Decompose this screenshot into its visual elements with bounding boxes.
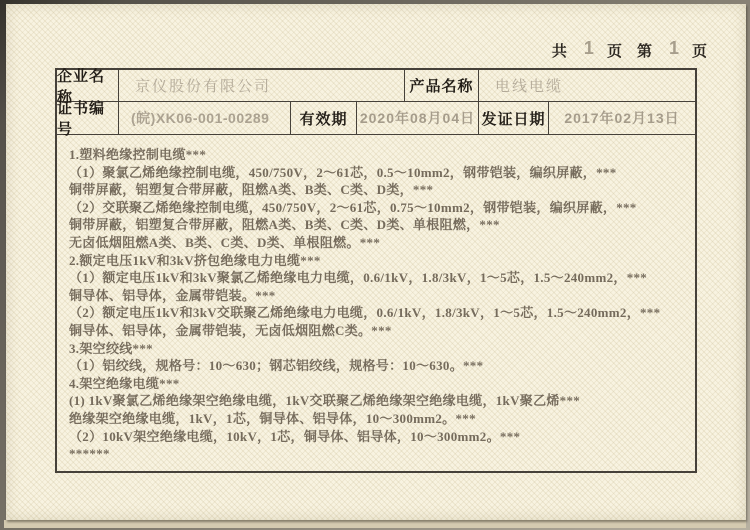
company-name-value: 京仪股份有限公司 xyxy=(119,70,405,101)
certificate-table xyxy=(55,68,697,473)
product-name-value: 电线电缆 xyxy=(495,79,564,95)
issue-date-label: 发证日期 xyxy=(479,102,549,134)
page-number-value: 1 xyxy=(668,38,680,58)
total-pages-value: 1 xyxy=(583,38,595,58)
product-scope-cell xyxy=(57,135,695,471)
scope-line: （1）铝绞线，规格号：10～630；钢芯铝绞线，规格号：10～630。*** xyxy=(69,358,484,374)
certificate-page xyxy=(6,4,746,520)
page-unit: 页 xyxy=(691,44,708,60)
scope-line: (1) 1kV聚氯乙烯绝缘架空绝缘电缆，1kV交联聚乙烯绝缘架空绝缘电缆，1kV聚乙烯*** xyxy=(69,393,581,409)
scope-line: （1）额定电压1kV和3kV聚氯乙烯绝缘电力电缆，0.6/1kV，1.8/3kV，1～5芯，1.5～240mm2，*** xyxy=(69,270,648,286)
scope-line: 绝缘架空绝缘电缆，1kV，1芯，铜导体、铝导体，10～300mm2。*** xyxy=(69,410,476,426)
scope-line: 铜导体、铝导体，金属带铠装，无卤低烟阻燃C类。*** xyxy=(69,322,392,338)
table-row xyxy=(57,68,695,106)
scope-line: 3.架空绞线*** xyxy=(69,340,153,356)
scope-line: 1.塑料绝缘控制电缆*** xyxy=(69,147,207,162)
scope-line: 铜带屏蔽，铝塑复合带屏蔽，阻燃A类、B类、C类、D类，*** xyxy=(69,182,434,198)
product-name-label: 产品名称 xyxy=(405,70,479,101)
company-name-label: 企业名称 xyxy=(57,70,119,101)
scope-line: （2）10kV架空绝缘电缆，10kV，1芯，铜导体、铝导体，10～300mm2。*** xyxy=(69,428,521,444)
valid-until-value: 2020年08月04日 xyxy=(357,102,479,134)
issue-date-value: 2017年02月13日 xyxy=(564,110,680,126)
scope-line: 无卤低烟阻燃A类、B类、C类、D类、单根阻燃。*** xyxy=(69,234,381,250)
scope-line: 铜导体、铝导体，金属带铠装。*** xyxy=(69,287,276,303)
scope-line: 铜带屏蔽，铝塑复合带屏蔽，阻燃A类、B类、C类、D类、单根阻燃，*** xyxy=(69,217,500,233)
valid-until-label: 有效期 xyxy=(291,102,357,134)
scope-line: 4.架空绝缘电缆*** xyxy=(69,375,180,391)
scope-line: （2）交联聚乙烯绝缘控制电缆，450/750V，2～61芯，0.75～10mm2，钢带铠装，编织屏蔽，*** xyxy=(69,199,637,215)
page-count-header xyxy=(550,40,708,61)
certificate-no-value: (皖)XK06-001-00289 xyxy=(119,102,291,134)
scope-line: ****** xyxy=(69,446,110,462)
total-pages-label: 共 xyxy=(551,44,568,60)
scan-bottom-edge xyxy=(4,520,746,528)
scope-line: 2.额定电压1kV和3kV挤包绝缘电力电缆*** xyxy=(69,252,321,268)
table-row xyxy=(57,101,695,138)
page-number-label: 第 xyxy=(636,44,653,60)
scope-line: （2）额定电压1kV和3kV交联聚乙烯绝缘电力电缆，0.6/1kV，1.8/3kV，1～5芯，1.5～240mm2，*** xyxy=(69,305,661,321)
pages-unit: 页 xyxy=(606,44,623,60)
certificate-no-label: 证书编号 xyxy=(57,102,119,134)
scope-line: （1）聚氯乙烯绝缘控制电缆，450/750V，2～61芯，0.5～10mm2，钢带铠装，编织屏蔽，*** xyxy=(69,164,617,180)
